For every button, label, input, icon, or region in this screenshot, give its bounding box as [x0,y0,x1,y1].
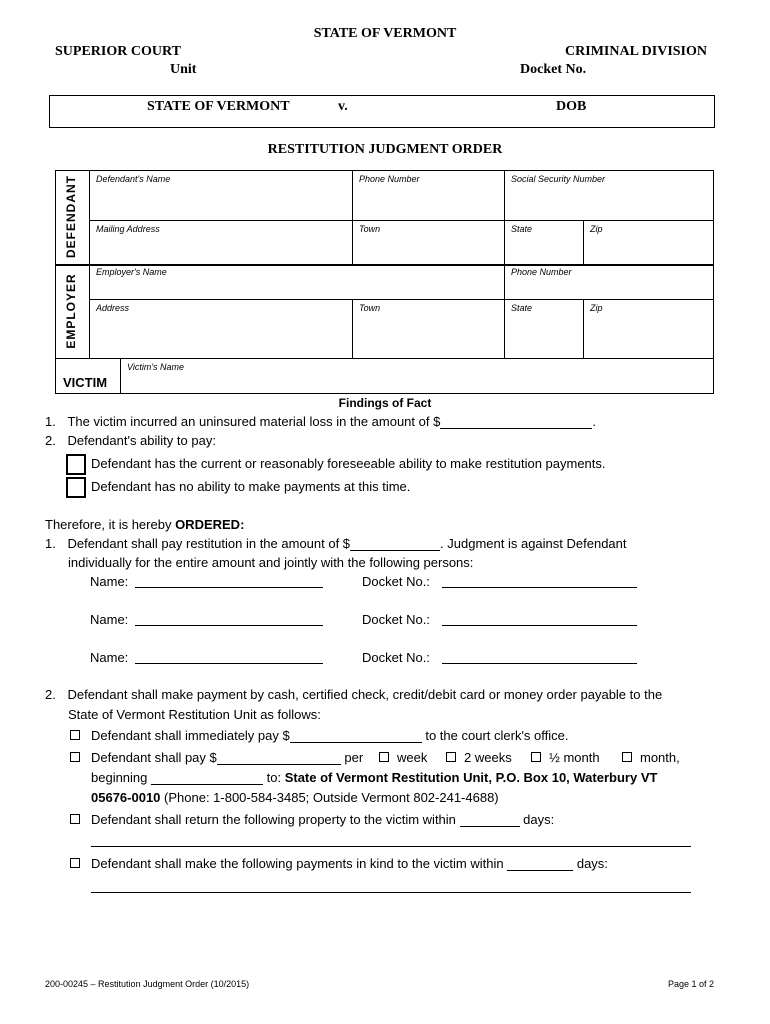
in-kind-days-field[interactable] [507,856,573,871]
defendant-name-field[interactable]: Defendant's Name [96,174,171,184]
employer-name-field[interactable]: Employer's Name [96,267,167,277]
joint-docket-label: Docket No.: [362,612,430,627]
finding-item-1: 1. The victim incurred an uninsured material loss in the amount of $ . [45,414,596,429]
immediate-pay-checkbox[interactable] [70,730,80,740]
caption-dob: DOB [556,99,587,114]
employer-address-field[interactable]: Address [96,303,130,313]
beginning-line: beginning to: State of Vermont Restitution Unit, P.O. Box 10, Waterbury VT [91,770,658,785]
division-name: CRIMINAL DIVISION [565,44,707,59]
joint-name-label: Name: [90,574,129,589]
joint-name-field[interactable] [135,611,323,626]
return-property-option: Defendant shall return the following property to the victim within days: [91,812,555,827]
immediate-pay-option: Defendant shall immediately pay $ to the court clerk's office. [91,728,569,743]
employer-section-label: EMPLOYER [64,273,78,349]
week-checkbox[interactable] [379,752,389,762]
ability-checkbox[interactable] [66,454,86,475]
defendant-phone-field[interactable]: Phone Number [359,174,420,184]
scheduled-pay-checkbox[interactable] [70,752,80,762]
finding-item-2: 2. Defendant's ability to pay: [45,433,216,448]
employer-state-field[interactable]: State [511,303,533,313]
order-item-1: 1. Defendant shall pay restitution in the amount of $ . Judgment is against Defendant [45,536,627,551]
defendant-ssn-field[interactable]: Social Security Number [511,174,606,184]
no-ability-checkbox[interactable] [66,477,86,498]
court-name: SUPERIOR COURT [55,44,181,59]
joint-name-label: Name: [90,612,129,627]
month-label: month, [640,750,680,765]
unit-label: Unit [170,62,197,77]
docket-label: Docket No. [520,62,587,77]
joint-name-field[interactable] [135,649,323,664]
half-month-label: ½ month [549,750,600,765]
restitution-unit-contact: 05676-0010 (Phone: 1-800-584-3485; Outside Vermont 802-241-4688) [91,790,499,805]
half-month-checkbox[interactable] [531,752,541,762]
property-days-field[interactable] [460,812,520,827]
scheduled-pay-option: Defendant shall pay $ per [91,750,364,765]
return-property-checkbox[interactable] [70,814,80,824]
month-checkbox[interactable] [622,752,632,762]
week-label: week [397,750,428,765]
employer-phone-field[interactable]: Phone Number [511,267,572,277]
joint-name-field[interactable] [135,573,323,588]
scheduled-amount-field[interactable] [217,750,341,765]
two-weeks-label: 2 weeks [464,750,512,765]
defendant-town-field[interactable]: Town [359,224,381,234]
page-number: Page 1 of 2 [667,979,714,989]
immediate-amount-field[interactable] [290,728,422,743]
payments-in-kind-option: Defendant shall make the following payments in kind to the victim within days: [91,856,608,871]
two-weeks-checkbox[interactable] [446,752,456,762]
property-description-field[interactable] [91,834,691,847]
defendant-section-label: DEFENDANT [64,175,78,258]
loss-amount-field[interactable] [440,414,592,429]
joint-docket-field[interactable] [442,649,637,664]
party-table-border [55,170,714,394]
restitution-amount-field[interactable] [350,536,440,551]
caption-versus: v. [338,99,348,114]
victim-section-label: VICTIM [63,375,108,390]
joint-docket-field[interactable] [442,573,637,588]
form-id: 200-00245 – Restitution Judgment Order (10/2015) [45,979,250,989]
employer-zip-field[interactable]: Zip [590,303,603,313]
beginning-date-field[interactable] [151,770,263,785]
joint-docket-label: Docket No.: [362,650,430,665]
victim-name-field[interactable]: Victim's Name [127,362,185,372]
order-item-2-line2: State of Vermont Restitution Unit as follows: [68,707,321,722]
order-item-2: 2. Defendant shall make payment by cash, certified check, credit/debit card or money order payable to the [45,687,663,702]
state-heading: STATE OF VERMONT [313,26,457,41]
order-item-1-line2: individually for the entire amount and jointly with the following persons: [68,555,474,570]
joint-name-label: Name: [90,650,129,665]
form-title: RESTITUTION JUDGMENT ORDER [267,142,503,157]
ordered-intro: Therefore, it is hereby ORDERED: [45,517,245,532]
defendant-zip-field[interactable]: Zip [590,224,603,234]
defendant-mailing-field[interactable]: Mailing Address [96,224,160,234]
ability-option-label: Defendant has the current or reasonably foreseeable ability to make restitution payments. [91,456,606,471]
caption-plaintiff: STATE OF VERMONT [147,99,290,114]
findings-heading: Findings of Fact [338,396,432,410]
employer-town-field[interactable]: Town [359,303,381,313]
payments-in-kind-checkbox[interactable] [70,858,80,868]
joint-docket-field[interactable] [442,611,637,626]
defendant-state-field[interactable]: State [511,224,533,234]
no-ability-option-label: Defendant has no ability to make payments at this time. [91,479,411,494]
joint-docket-label: Docket No.: [362,574,430,589]
in-kind-description-field[interactable] [91,878,691,893]
